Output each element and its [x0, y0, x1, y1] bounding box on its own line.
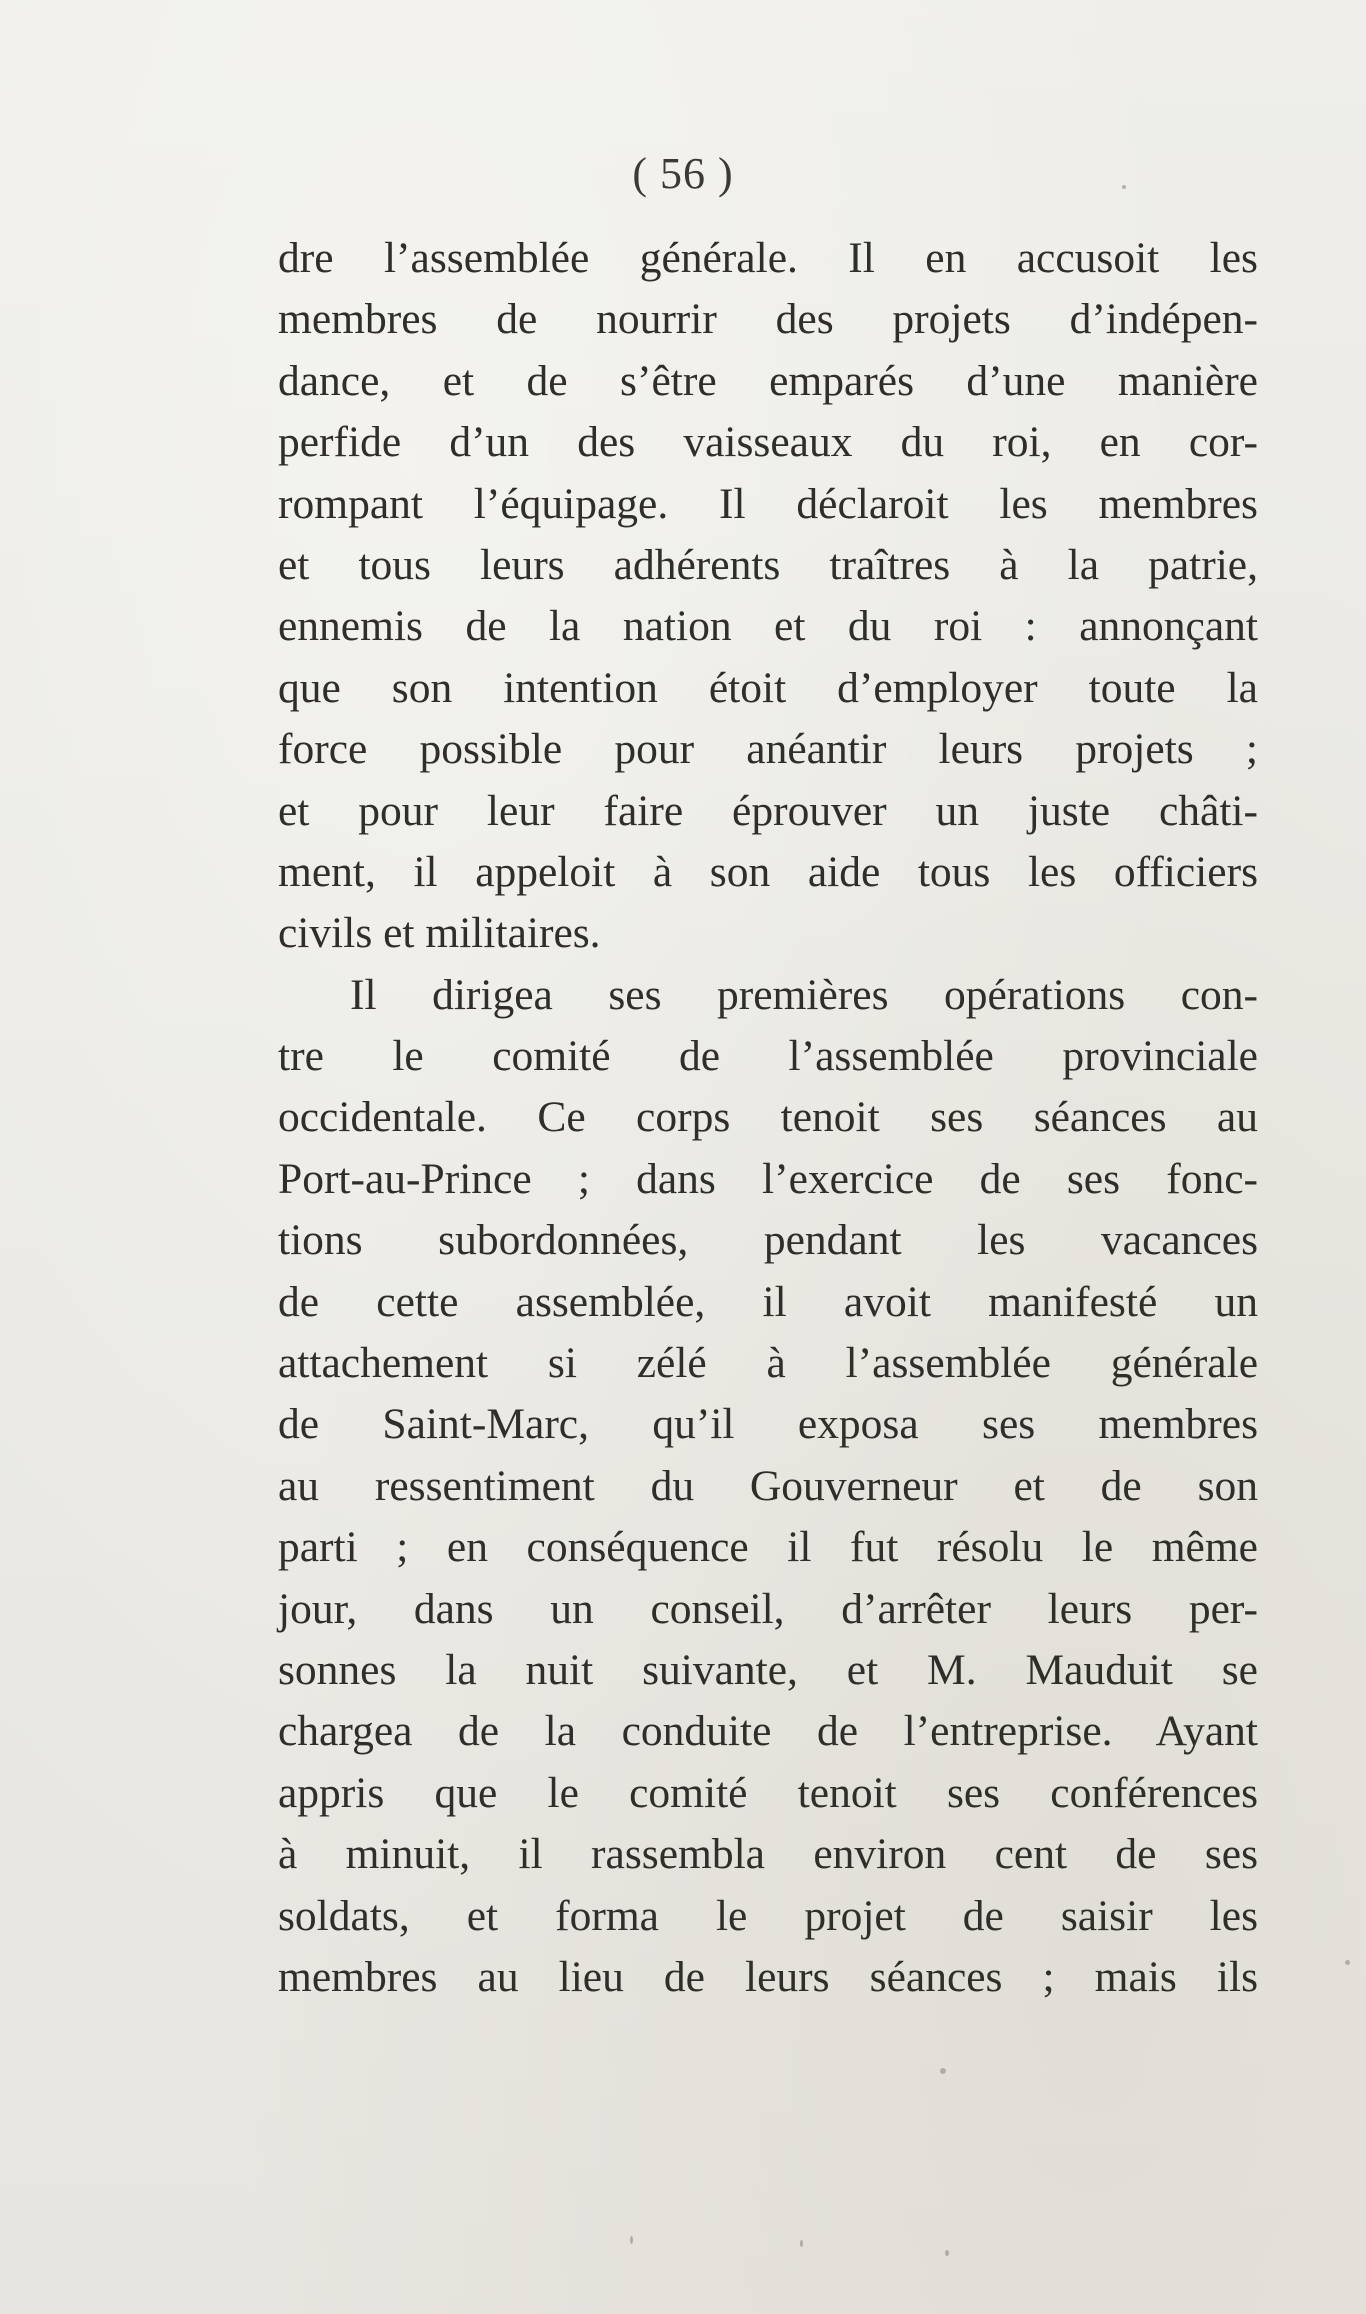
text-line: membres de nourrir des projets d’indépen- [278, 295, 1258, 344]
text-line: Port-au-Prince ; dans l’exercice de ses fonc- [278, 1154, 1258, 1203]
text-line: ment, il appeloit à son aide tous les officiers [278, 847, 1258, 896]
text-line: rompant l’équipage. Il déclaroit les membres [278, 479, 1258, 528]
text-line: appris que le comité tenoit ses conférences [278, 1768, 1258, 1817]
paper-speck [630, 2236, 633, 2244]
text-line: Il dirigea ses premières opérations con- [350, 970, 1258, 1019]
body-text [278, 228, 1258, 2008]
text-line: parti ; en conséquence il fut résolu le même [278, 1523, 1258, 1572]
paper-speck [940, 2068, 946, 2074]
text-line: et pour leur faire éprouver un juste châti- [278, 786, 1258, 835]
text-line: perfide d’un des vaisseaux du roi, en cor- [278, 418, 1258, 467]
text-line: tre le comité de l’assemblée provinciale [278, 1032, 1258, 1081]
text-line: de cette assemblée, il avoit manifesté un [278, 1277, 1258, 1326]
text-line: force possible pour anéantir leurs projets ; [278, 725, 1258, 774]
paper-speck [945, 2250, 949, 2256]
paper-speck [1122, 185, 1126, 189]
text-line: tions subordonnées, pendant les vacances [278, 1216, 1258, 1265]
text-line: dre l’assemblée générale. Il en accusoit les [278, 234, 1258, 282]
text-line: de Saint-Marc, qu’il exposa ses membres [278, 1400, 1258, 1449]
text-line: que son intention étoit d’employer toute la [278, 663, 1258, 712]
text-line: et tous leurs adhérents traîtres à la patrie, [278, 540, 1258, 589]
text-line: dance, et de s’être emparés d’une manière [278, 356, 1258, 405]
text-line: soldats, et forma le projet de saisir les [278, 1891, 1258, 1940]
paper-speck [1345, 1960, 1350, 1965]
text-line: ennemis de la nation et du roi : annonçant [278, 602, 1258, 651]
text-line: membres au lieu de leurs séances ; mais ils [278, 1952, 1258, 2001]
page-number: ( 56 ) [632, 149, 734, 198]
text-line: occidentale. Ce corps tenoit ses séances au [278, 1093, 1258, 1142]
text-line: au ressentiment du Gouverneur et de son [278, 1461, 1258, 1510]
text-line: à minuit, il rassembla environ cent de ses [278, 1830, 1258, 1879]
text-line: attachement si zélé à l’assemblée générale [278, 1339, 1258, 1388]
text-line: chargea de la conduite de l’entreprise. Ayant [278, 1707, 1258, 1756]
text-line: civils et militaires. [278, 909, 601, 958]
text-line: sonnes la nuit suivante, et M. Mauduit se [278, 1645, 1258, 1694]
paper-speck [800, 2240, 803, 2247]
text-line: jour, dans un conseil, d’arrêter leurs per- [278, 1584, 1258, 1633]
